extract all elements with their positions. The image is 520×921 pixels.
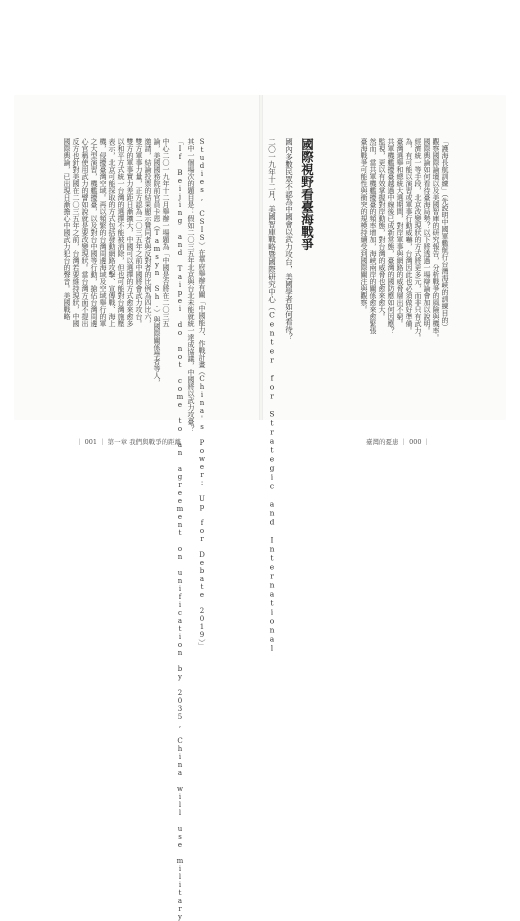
left-text-line: 之大型演習，機艦擾臺，以及對台中國等行動，搶佔台灣周邊 [90,138,98,327]
section-heading: 國際視野看臺海戰爭 [299,138,315,251]
intro-line: 二〇一九年十二月，美國智庫戰略暨國際研究中心（Center for Strategic and International [267,138,277,653]
right-text-line: 臺海戰爭可能性與衝突的規模持續受到國際關注與觀察。 [360,138,368,313]
right-text-line: 臺灣選舉和總統大選期間，對岸軍事與網路的威脅層出不窮。 [396,138,404,327]
left-text-line: 表示，北京可能採取的方式包括發動網路攻擊、宣傳戰、海上 [108,138,116,327]
left-text-line: 其中一個場次的題目是：假如二〇三五年北京與台北未能就統一達成協議，中國將以武力攻臺？ [187,138,195,432]
left-text-line: Studies, CSIS）在華府舉辦有關「中國能力、作戰計畫（China's Power: Up for Debate 2019）」 [198,138,206,650]
right-text-line: 然而，當共軍機艦擾臺的頻率增加，海峽兩岸的關係愈來愈緊張 [369,138,377,334]
intro-line: 國內多數民眾不認為中國會以武力攻台，美國學者如何看待？ [284,138,294,341]
left-text-line: 「If Beijing and Taipei do not come to an agreement on unification by 2035, China will use military [176,138,184,921]
left-text-line: 心官稱使用武力的譬如說就是要改變現狀。當台灣方面不提出 [81,138,89,327]
right-text-line: 監視，更以有效掌握對岸動態，對台灣的威脅也愈來愈大。 [378,138,386,320]
right-page-footer: 臺灣的憂患 ｜ 000 ｜ [366,438,431,446]
left-text-line: 機，侵擾臺灣空域。再以頻繁的台灣周邊海域及空域舉行的軍 [99,138,107,327]
left-text-line: 以和平方式統一台灣的選擇不能被消除，但也可能對台灣施壓 [117,138,125,327]
left-text-line: 邀請，結論投票的結果顯示贊同者與反對者的比例為四比六， [144,138,152,327]
left-page-footer: ｜ 001 ｜ 第一章 我們與戰爭的距離 [76,438,182,446]
right-text-line: 共軍機艦擾臺越過中線後已成新常態，臺灣的國防應如何因應？ [387,138,395,334]
left-text-line: 雙方的軍事實力差距日漸擴大，中國可以選擇的方式愈來愈多 [126,138,134,327]
left-text-line: 論，美國國務院前官員卡恩（Tamsyn Sh.）與國際關係學者等人， [153,138,161,386]
right-text-line: 國際輿論如何看待臺海局勢？以下將透過一場辯論會加以說明。 [423,138,431,334]
right-text-line: 觀察國際論壇以及美國智庫的研究報告，分析戰爭的風險與機率。 [432,138,440,341]
left-text-line: 中心二〇一九年十二月舉辦一場題為「中國是否將在二〇三五 [162,138,170,327]
left-text-line: 反方也針對美國在二〇三五年之前，台灣若要維持現狀，中國 [72,138,80,327]
right-text-line: 為，有可能以演習或軍事行動威嚇，台灣因此也必須做好準備。 [405,138,413,334]
left-text-line: 雙方軍事力量，正方認為二〇三五年之前中國將會武力攻台。 [135,138,143,327]
left-text-line: 國際輿論，已出現日漸擔心中國武力犯台的聲音。美國戰略 [63,138,71,320]
right-text-line: 「護海長航訓練」（先說明中國軍艦航行台灣海峽的訓練目的） [441,138,449,331]
book-gutter [259,95,263,420]
right-text-line: 經濟統一等手段，北京改變現狀的方式將更多元，而非只有武力。 [414,138,422,341]
